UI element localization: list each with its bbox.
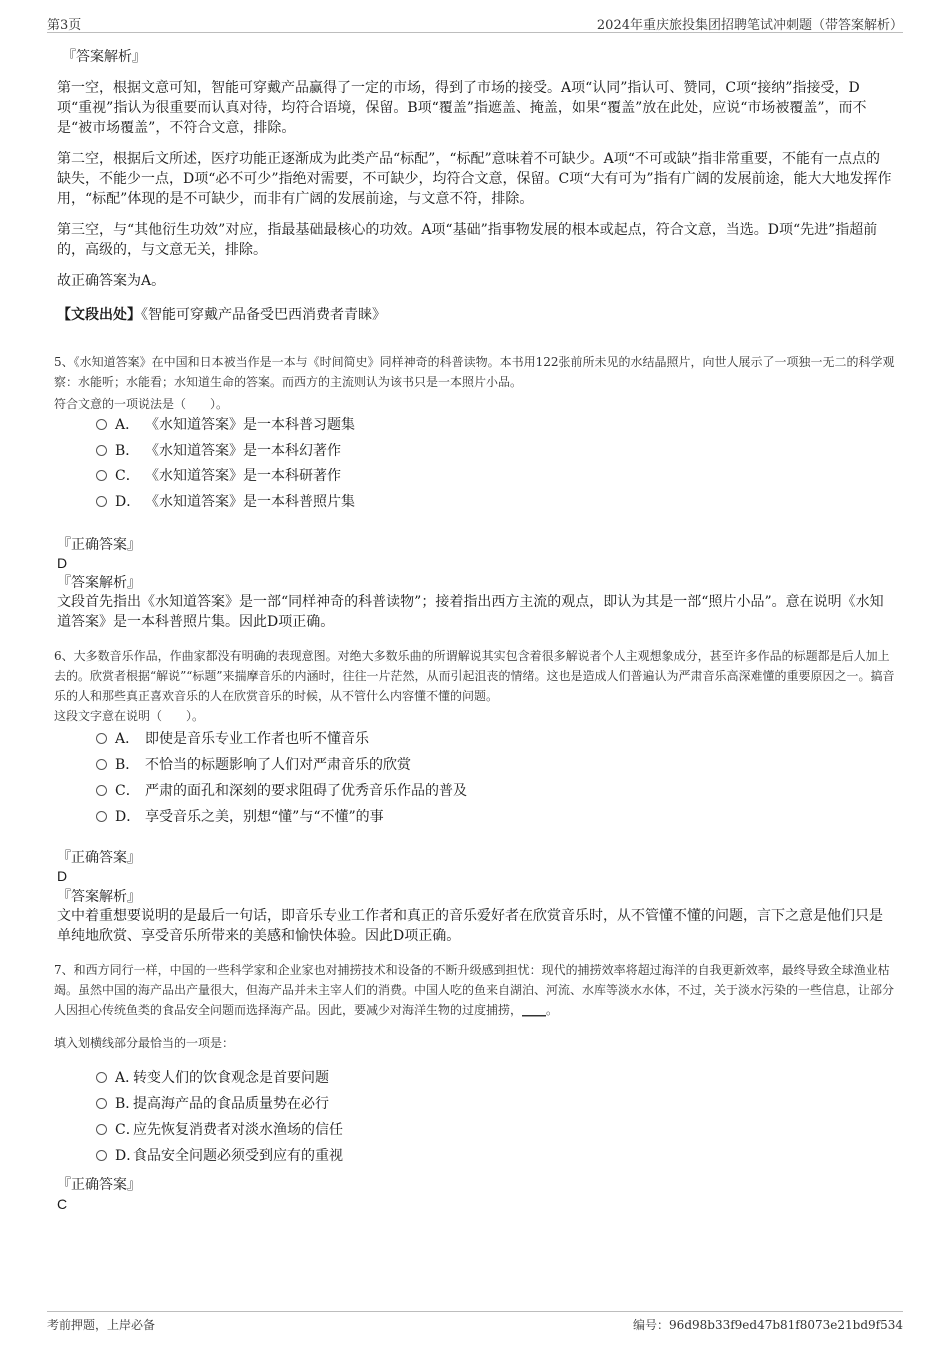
q4-conclusion: 故正确答案为A。 bbox=[57, 273, 166, 289]
q4-analysis-label: 『答案解析』 bbox=[62, 49, 146, 65]
source-label: 【文段出处】 bbox=[57, 307, 141, 323]
page-number: 第3页 bbox=[47, 18, 82, 33]
q7-option-b[interactable]: B．提高海产品的食品质量势在必行 bbox=[96, 1094, 329, 1114]
radio-button-icon[interactable] bbox=[96, 1072, 107, 1083]
q5-option-d[interactable]: D． 《水知道答案》是一本科普照片集 bbox=[96, 492, 355, 512]
q6-option-b[interactable]: B． 不恰当的标题影响了人们对严肃音乐的欣赏 bbox=[96, 755, 411, 775]
q4-source bbox=[57, 305, 386, 325]
page-header bbox=[47, 12, 903, 33]
radio-button-icon[interactable] bbox=[96, 496, 107, 507]
q5-option-a[interactable]: A． 《水知道答案》是一本科普习题集 bbox=[96, 415, 355, 435]
radio-button-icon[interactable] bbox=[96, 759, 107, 770]
page-footer bbox=[47, 1311, 903, 1334]
q6-option-c[interactable]: C． 严肃的面孔和深刻的要求阻碍了优秀音乐作品的普及 bbox=[96, 781, 467, 801]
q7-option-a[interactable]: A．转变人们的饮食观念是首要问题 bbox=[96, 1068, 329, 1088]
q5-prompt: 符合文意的一项说法是（ ）。 bbox=[54, 397, 229, 411]
radio-button-icon[interactable] bbox=[96, 445, 107, 456]
fill-blank: ____ bbox=[522, 1003, 547, 1017]
q6-answer: D bbox=[57, 868, 68, 884]
radio-button-icon[interactable] bbox=[96, 811, 107, 822]
q7-answer-label: 『正确答案』 bbox=[57, 1177, 141, 1193]
q5-option-b[interactable]: B． 《水知道答案》是一本科幻著作 bbox=[96, 441, 341, 461]
radio-button-icon[interactable] bbox=[96, 1098, 107, 1109]
q5-stem: 5、《水知道答案》在中国和日本被当作是一本与《时间简史》同样神奇的科普读物。本书用122张前所未见的水结晶照片，向世人展示了一项独一无二的科学观察：水能听；水能看；水知道生命的答案。而西方的主流则认为该书只是一本照片小品。 bbox=[54, 355, 895, 389]
q7-option-c[interactable]: C．应先恢复消费者对淡水渔场的信任 bbox=[96, 1120, 343, 1140]
q4-para-1: 第一空，根据文意可知，智能可穿戴产品赢得了一定的市场，得到了市场的接受。A项“认同”指认可、赞同，C项“接纳”指接受，D项“重视”指认为很重要而认真对待，均符合语境，保留。B项“覆盖”指遮盖、掩盖，如果“覆盖”放在此处，应说“市场被覆盖”，而不是“被市场覆盖”，不符合文意，排除。 bbox=[57, 80, 867, 136]
q6-stem: 6、大多数音乐作品，作曲家都没有明确的表现意图。对绝大多数乐曲的所谓解说其实包含着很多解说者个人主观想象成分，甚至许多作品的标题都是后人加上去的。欣赏者根据“解说”“标题”来揣摩音乐的内涵时，往往一片茫然，从而引起沮丧的情绪。这也是造成人们普遍认为严肃音乐高深难懂的重要原因之一。搞音乐的人和那些真正喜欢音乐的人在欣赏音乐的时候，从不管什么内容懂不懂的问题。 bbox=[54, 649, 895, 703]
q6-answer-label: 『正确答案』 bbox=[57, 850, 141, 866]
q7-answer: C bbox=[57, 1196, 68, 1212]
q6-option-a[interactable]: A． 即使是音乐专业工作者也听不懂音乐 bbox=[96, 729, 369, 749]
q7-option-d[interactable]: D．食品安全问题必须受到应有的重视 bbox=[96, 1146, 343, 1166]
q5-answer: D bbox=[57, 555, 68, 571]
radio-button-icon[interactable] bbox=[96, 1150, 107, 1161]
q7-prompt: 填入划横线部分最恰当的一项是： bbox=[54, 1036, 235, 1050]
q5-analysis: 文段首先指出《水知道答案》是一部“同样神奇的科普读物”；接着指出西方主流的观点，即认为其是一部“照片小品”。意在说明《水知道答案》是一本科普照片集。因此D项正确。 bbox=[57, 594, 884, 630]
q6-analysis: 文中着重想要说明的是最后一句话，即音乐专业工作者和真正的音乐爱好者在欣赏音乐时，从不管懂不懂的问题，言下之意是他们只是单纯地欣赏、享受音乐所带来的美感和愉快体验。因此D项正确。 bbox=[57, 908, 883, 944]
q4-para-2: 第二空，根据后文所述，医疗功能正逐渐成为此类产品“标配”，“标配”意味着不可缺少。A项“不可或缺”指非常重要，不能有一点点的缺失，不能少一点，D项“必不可少”指绝对需要，不可缺少，均符合文意，保留。C项“大有可为”指有广阔的发展前途，能大大地发挥作用，“标配”体现的是不可缺少，而非有广阔的发展前途，与文意不符，排除。 bbox=[57, 151, 892, 207]
q5-option-c[interactable]: C． 《水知道答案》是一本科研著作 bbox=[96, 466, 341, 486]
q5-answer-label: 『正确答案』 bbox=[57, 537, 141, 553]
q6-analysis-label: 『答案解析』 bbox=[57, 889, 141, 905]
source-text: 《智能可穿戴产品备受巴西消费者青睐》 bbox=[141, 307, 386, 323]
q6-option-d[interactable]: D． 享受音乐之美，别想“懂”与“不懂”的事 bbox=[96, 807, 384, 827]
radio-button-icon[interactable] bbox=[96, 1124, 107, 1135]
document-title: 2024年重庆旅投集团招聘笔试冲刺题（带答案解析） bbox=[596, 18, 903, 33]
radio-button-icon[interactable] bbox=[96, 470, 107, 481]
radio-button-icon[interactable] bbox=[96, 733, 107, 744]
q4-para-3: 第三空，与“其他衍生功效”对应，指最基础最核心的功效。A项“基础”指事物发展的根本或起点，符合文意，当选。D项“先进”指超前的，高级的，与文意无关，排除。 bbox=[57, 222, 878, 258]
q6-prompt: 这段文字意在说明（ ）。 bbox=[54, 709, 205, 723]
radio-button-icon[interactable] bbox=[96, 419, 107, 430]
q7-stem: 7、和西方同行一样，中国的一些科学家和企业家也对捕捞技术和设备的不断升级感到担忧：现代的捕捞效率将超过海洋的自我更新效率，最终导致全球渔业枯竭。虽然中国的海产品出产量很大，但海产品并未主宰人们的消费。中国人吃的鱼来自湖泊、河流、水库等淡水水体，不过，关于淡水污染的一些信息，让部分人因担心传统鱼类的食品安全问题而选择海产品。因此，要减少对海洋生物的过度捕捞，____。 bbox=[54, 963, 895, 1017]
radio-button-icon[interactable] bbox=[96, 785, 107, 796]
q5-analysis-label: 『答案解析』 bbox=[57, 575, 141, 591]
document-id: 编号：96d98b33f9ed47b81f8073e21bd9f534 bbox=[633, 1318, 903, 1332]
footer-slogan: 考前押题，上岸必备 bbox=[47, 1318, 156, 1332]
